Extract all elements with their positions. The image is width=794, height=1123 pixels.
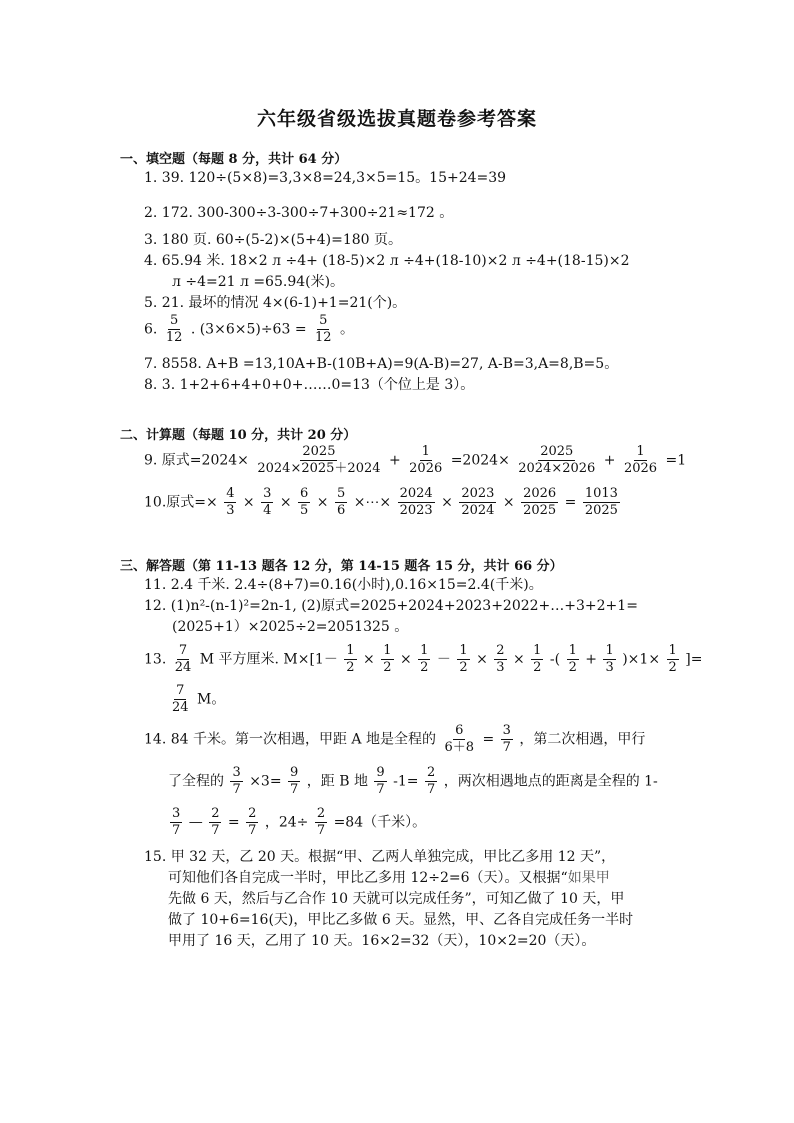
fraction: $\frac{3}{7}$ [172,806,181,838]
answer-15-line1: 15. 甲 32 天，乙 20 天。根据“甲、乙两人单独完成，甲比乙多用 12 天”， [144,849,616,865]
operator: × [441,494,453,511]
fraction: $\frac{2026}{2025}$ [523,486,557,518]
answer-13-tail: M。 [197,691,226,708]
answer-15-line2 [168,868,610,888]
fraction: $\frac{2}{7}$ [248,806,257,838]
fraction: $\frac{2}{7}$ [316,806,326,838]
operator: × [512,651,525,668]
fraction: $\frac{3}{7}$ [232,765,241,797]
fraction: $\frac{1}{2}$ [668,643,677,675]
fraction: $\frac{6}{6+8}$ [444,723,474,755]
operator: = [227,814,240,831]
fraction: $\frac{1}{2}$ [533,643,542,675]
operator: =2024× [450,452,510,469]
fraction: $\frac{7}{24}$ [172,683,189,715]
fraction: $\frac{6}{5}$ [300,486,309,518]
answer-12-line1: 12. (1)n²-(n-1)²=2n-1, (2)原式=2025+2024+2023+2022+…+3+2+1= [144,598,638,614]
operator: = [482,731,495,748]
answer-12-line2: (2025+1）×2025÷2=2051325 。 [172,619,409,635]
operator: + [603,452,616,469]
operator: -( [549,651,561,668]
fraction: $\frac{1}{2}$ [568,643,577,675]
answer-14-text: ，距 B 地 [306,773,368,790]
fraction: $\frac{9}{7}$ [290,765,299,797]
fraction: $\frac{2}{3}$ [496,643,505,675]
answer-14-line2 [168,765,658,798]
answer-15-line5: 甲用了 16 天，乙用了 10 天。16×2=32（天），10×2=20（天）。 [168,933,596,949]
operator: + [585,651,598,668]
fraction: $\frac{5}{12}$ [315,313,332,345]
answer-6 [144,313,354,346]
answer-15-line4: 做了 10+6=16(天)，甲比乙多做 6 天。显然，甲、乙各自完成任务一半时 [168,912,634,928]
answer-14-line1 [144,723,645,756]
fraction: $\frac{1}{2}$ [459,643,468,675]
operator: ]= [685,651,703,668]
fraction: $\frac{1013}{2025}$ [584,486,618,518]
fraction: $\frac{2025}{2024\times 2025+2024}$ [257,444,381,476]
operator: + [388,452,401,469]
fraction: $\frac{2}{7}$ [426,765,436,797]
section3-heading: 三、解答题（第 11-13 题各 12 分，第 14-15 题各 15 分，共计 66 分） [120,559,563,574]
answer-13-line1 [144,643,702,676]
answer-13-number: 13. [144,651,167,668]
answer-13-line2 [168,683,225,716]
answer-14-text: ，第二次相遇，甲行 [519,731,646,748]
fraction: $\frac{2025}{2024\times 2026}$ [518,444,596,476]
page-title: 六年级省级选拔真题卷参考答案 [256,108,537,130]
operator: )×1× [622,651,661,668]
answer-14-text: =84（千米）。 [333,814,427,831]
section2-heading: 二、计算题（每题 10 分，共计 20 分） [120,428,357,443]
operator: × [316,494,329,511]
fraction: $\frac{1}{3}$ [605,643,614,675]
answer-2: 2. 172. 300-300÷3-300÷7+300÷21≈172 。 [144,205,454,221]
operator: × [476,651,488,668]
fraction: $\frac{1}{2}$ [346,643,355,675]
operator: － [436,651,451,668]
fraction: $\frac{1}{2}$ [420,643,429,675]
fraction: $\frac{9}{7}$ [376,765,385,797]
answer-7: 7. 8558. A+B =13,10A+B-(10B+A)=9(A-B)=27, A-B=3,A=8,B=5。 [144,356,619,372]
fraction: $\frac{4}{3}$ [226,486,235,518]
answer-14-text: ，两次相遇地点的距离是全程的 1- [443,773,658,790]
answer-9-result: =1 [665,452,687,469]
answer-9 [144,444,686,477]
fraction: $\frac{1}{2}$ [383,643,392,675]
answer-15-line3: 先做 6 天，然后与乙合作 10 天就可以完成任务”，可知乙做了 10 天，甲 [168,891,625,907]
answer-5: 5. 21. 最坏的情况 4×(6-1)+1=21(个)。 [144,295,407,311]
fraction: $\frac{3}{4}$ [263,486,272,518]
answer-9-lead: 9. 原式=2024× [144,452,249,469]
answer-3: 3. 180 页. 60÷(5-2)×(5+4)=180 页。 [144,232,402,248]
answer-14-line3 [168,806,426,839]
answer-8: 8. 3. 1+2+6+4+0+0+……0=13（个位上是 3）。 [144,377,475,393]
answer-14-text: ，24÷ [264,814,309,831]
fraction: $\frac{3}{7}$ [502,723,511,755]
fraction: $\frac{2023}{2024}$ [461,486,495,518]
fraction: $\frac{7}{24}$ [174,643,192,675]
answer-4-line2: л ÷4=21 л =65.94(米)。 [172,274,345,290]
answer-14-text: 了全程的 [168,773,224,790]
section1-heading: 一、填空题（每题 8 分，共计 64 分） [120,152,348,167]
answer-1: 1. 39. 120÷(5×8)=3,3×8=24,3×5=15。15+24=39 [144,170,507,186]
operator: × [279,494,292,511]
answer-6-number: 6. [144,321,158,338]
operator: × [242,494,255,511]
fraction: $\frac{2}{7}$ [211,806,220,838]
answer-10-lead: 10.原式=× [144,494,218,511]
fraction: $\frac{1}{2026}$ [409,444,443,476]
operator: — [188,814,203,831]
answer-4-line1: 4. 65.94 米. 18×2 л ÷4+ (18-5)×2 л ÷4+(18-10)×2 л ÷4+(18-15)×2 [144,253,630,269]
operator: × [363,651,375,668]
answer-6-end: 。 [340,321,354,338]
answer-14-text: ×3= [249,773,282,790]
answer-14-text: -1= [393,773,419,790]
fraction: $\frac{2024}{2023}$ [399,486,433,518]
answer-6-text: . (3×6×5)÷63 = [190,321,307,338]
operator: × [399,651,412,668]
answer-15-text: 可知他们各自完成一半时，甲比乙多用 12÷2=6（天）。又根据“ [168,870,568,886]
answer-14-lead: 14. 84 千米。第一次相遇，甲距 A 地是全程的 [144,731,436,748]
fraction: $\frac{1}{2026}$ [623,444,658,476]
answer-13-text: M 平方厘米. M×[1－ [199,651,338,668]
fraction: $\frac{5}{12}$ [165,313,183,345]
answer-10 [144,486,622,519]
operator: ×⋯× [353,494,392,511]
answer-15-text-gray: 如果甲 [567,870,610,886]
fraction: $\frac{5}{6}$ [336,486,346,518]
operator: × [502,494,515,511]
answer-11: 11. 2.4 千米. 2.4÷(8+7)=0.16(小时),0.16×15=2.4(千米)。 [144,577,543,593]
operator: = [564,494,577,511]
